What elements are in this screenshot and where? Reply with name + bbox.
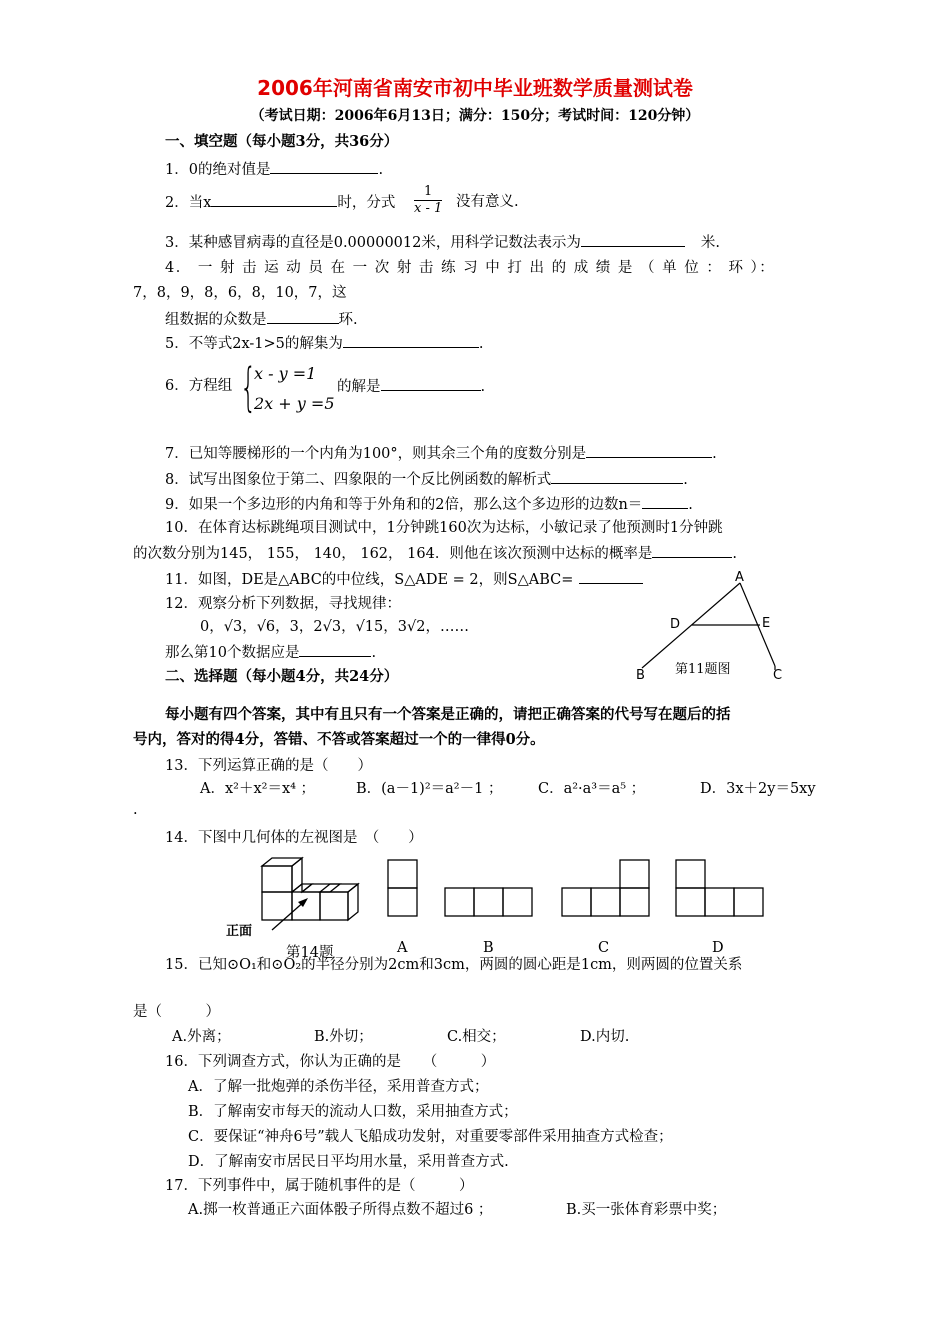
question-3 [165, 232, 720, 253]
q5-blank [343, 333, 479, 348]
q12-text: 那么第10个数据应是 [165, 645, 300, 661]
question-2 [165, 192, 395, 213]
q16-option-d: D．了解南安市居民日平均用水量，采用普查方式. [188, 1154, 509, 1170]
question-5 [165, 333, 483, 354]
section-2-heading: 二、选择题（每小题4分，共24分） [165, 668, 399, 685]
q16-option-a: A．了解一批炮弹的杀伤半径，采用普查方式； [188, 1079, 489, 1095]
q13-option-b: B．(a－1)²＝a²－1 ； [356, 781, 503, 797]
q7-text: 7．已知等腰梯形的一个内角为100°，则其余三个角的度数分别是 [165, 446, 587, 462]
q5-post: . [478, 336, 484, 352]
q2-post: 没有意义. [456, 194, 519, 210]
q8-blank [551, 469, 683, 484]
q6-post: . [480, 379, 486, 395]
question-1 [165, 159, 383, 180]
question-12-sequence: 0，√3，√6，3，2√3，√15，3√2，…… [200, 619, 469, 635]
q14-option-b-figure [443, 886, 535, 918]
q10-post: . [732, 546, 737, 562]
q6-mid: 的解是 [337, 379, 381, 395]
q14-label-c: C [598, 940, 610, 956]
q17-option-a: A.掷一枚普通正六面体骰子所得点数不超过6 ； [188, 1202, 493, 1218]
question-4-line3 [165, 309, 358, 330]
q8-text: 8．试写出图象位于第二、四象限的一个反比例函数的解析式 [165, 472, 552, 488]
section-2-instructions-line1: 每小题有四个答案，其中有且只有一个答案是正确的，请把正确答案的代号写在题后的括 [165, 706, 731, 723]
q14-caption: 第14题 [286, 945, 334, 961]
q13-option-c: C．a²·a³＝a⁵ ； [538, 781, 646, 797]
section-2-instructions-line2: 号内，答对的得4分，答错、不答或答案超过一个的一律得0分。 [133, 731, 545, 748]
q1-post: . [378, 162, 384, 178]
q2-frac-den: x - 1 [414, 201, 443, 216]
q17-option-b: B.买一张体育彩票中奖； [566, 1202, 727, 1218]
q9-text: 9．如果一个多边形的内角和等于外角和的2倍，那么这个多边形的边数n＝ [165, 497, 643, 513]
q9-post: . [688, 497, 693, 513]
section-1-heading: 一、填空题（每小题3分，共36分） [165, 133, 399, 150]
q13-trailing-dot: . [133, 802, 138, 818]
q4-text: 组数据的众数是 [165, 312, 267, 328]
fig11-label-e: E [762, 616, 771, 631]
q16-option-b: B．了解南安市每天的流动人口数，采用抽查方式； [188, 1104, 518, 1120]
q14-option-c-figure [560, 858, 652, 918]
q6-eq2: 2x + y =5 [254, 394, 335, 413]
q7-blank [586, 443, 712, 458]
question-10-line2 [133, 543, 737, 564]
fig11-caption: 第11题图 [675, 662, 731, 677]
q3-text: 3．某种感冒病毒的直径是0.00000012米，用科学记数法表示为 [165, 235, 581, 251]
q16-option-c: C．要保证“神舟6号”载人飞船成功发射，对重要零部件采用抽查方式检查； [188, 1129, 673, 1145]
page-title: 2006年河南省南安市初中毕业班数学质量测试卷 [257, 76, 693, 100]
q14-solid-figure [258, 858, 368, 938]
q10-text: 的次数分别为145， 155， 140， 162， 164．则他在该次预测中达标的概率是 [133, 546, 653, 562]
fig11-label-d: D [670, 617, 681, 632]
q2-frac-num: 1 [414, 184, 442, 201]
question-16-stem: 16．下列调查方式，你认为正确的是 （ ） [165, 1054, 496, 1070]
q4-blank [267, 309, 339, 324]
page-subtitle: （考试日期：2006年6月13日；满分：150分；考试时间：120分钟） [250, 108, 700, 124]
q4-post: 环. [338, 312, 358, 328]
question-13-stem: 13．下列运算正确的是（ ） [165, 758, 372, 774]
question-6-tail [337, 376, 485, 397]
question-12-line3 [165, 642, 376, 663]
q14-option-a-figure [386, 858, 420, 918]
question-9 [165, 494, 693, 515]
question-14-stem: 14．下图中几何体的左视图是 （ ） [165, 830, 423, 846]
q6-eq1: x - y =1 [254, 364, 317, 383]
question-4-line2: 7，8，9，8，6，8，10，7，这 [133, 285, 347, 301]
q6-brace: { [240, 358, 257, 418]
q3-blank [581, 232, 685, 247]
q15-option-c: C.相交； [447, 1029, 506, 1045]
q2-text: 2．当x [165, 195, 212, 211]
q11-text: 11．如图，DE是△ABC的中位线，S△ADE = 2，则S△ABC= [165, 572, 574, 588]
question-4-line1: 4． 一 射 击 运 动 员 在 一 次 射 击 练 习 中 打 出 的 成 绩 是 （ 单 位 ： 环 ）： [165, 260, 776, 276]
q2-blank [211, 192, 337, 207]
q7-post: . [712, 446, 717, 462]
q8-post: . [683, 472, 688, 488]
q13-option-d: D．3x＋2y＝5xy [700, 781, 816, 797]
question-8 [165, 469, 688, 490]
q14-label-d: D [712, 940, 724, 956]
q1-text: 1．0的绝对值是 [165, 162, 271, 178]
q14-label-a: A [397, 940, 408, 956]
q1-blank [270, 159, 378, 174]
question-17-stem: 17．下列事件中，属于随机事件的是（ ） [165, 1178, 474, 1194]
q5-text: 5．不等式2x-1>5的解集为 [165, 336, 343, 352]
question-12-line1: 12．观察分析下列数据，寻找规律： [165, 596, 401, 612]
fig11-label-b: B [636, 668, 645, 683]
q14-label-b: B [483, 940, 494, 956]
q13-option-a: A．x²＋x²＝x⁴ ； [200, 781, 316, 797]
question-15-line1: 15．已知⊙O₁和⊙O₂的半径分别为2cm和3cm，两圆的圆心距是1cm，则两圆的位置关系 [165, 957, 743, 973]
q10-blank [652, 543, 732, 558]
fig11-label-c: C [773, 668, 783, 683]
question-11 [165, 569, 643, 590]
q6-blank [381, 376, 481, 391]
q12-blank [299, 642, 371, 657]
q6-equation-system [240, 358, 335, 418]
q15-option-a: A.外离； [172, 1029, 231, 1045]
question-15-line2: 是（ ） [133, 1004, 220, 1020]
question-10-line1: 10．在体育达标跳绳项目测试中，1分钟跳160次为达标，小敏记录了他预测时1分钟跳 [165, 520, 723, 536]
q14-option-d-figure [674, 858, 766, 918]
q12-post: . [371, 645, 377, 661]
q15-option-d: D.内切. [580, 1029, 630, 1045]
q3-post: 米. [700, 235, 720, 251]
q2-mid: 时，分式 [337, 195, 396, 211]
q15-option-b: B.外切； [314, 1029, 373, 1045]
q9-blank [642, 494, 688, 509]
question-7 [165, 443, 717, 464]
q14-front-label: 正面 [226, 924, 253, 939]
fig11-label-a: A [735, 570, 744, 585]
q6-text: 6．方程组 [165, 378, 233, 394]
q2-fraction [410, 184, 446, 217]
